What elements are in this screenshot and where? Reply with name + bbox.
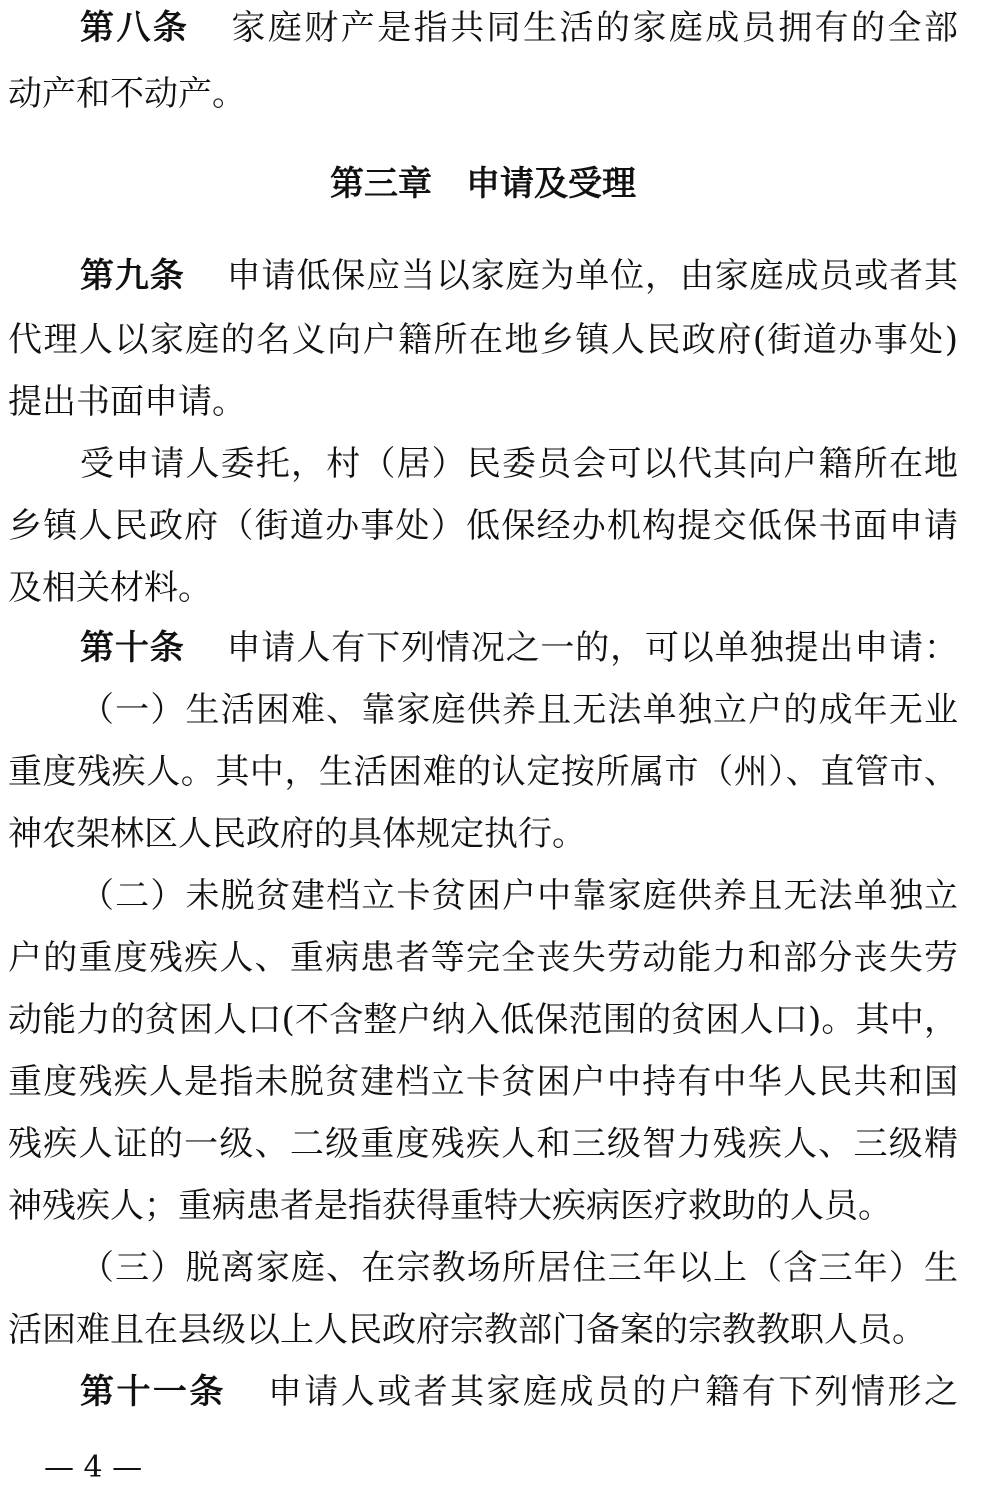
article-11-title: 第十一条: [80, 1372, 226, 1412]
article-10-item-2-line-6: 神残疾人；重病患者是指获得重特大疾病医疗救助的人员。: [8, 1186, 892, 1226]
article-10-item-2-line-2: 户的重度残疾人、重病患者等完全丧失劳动能力和部分丧失劳: [8, 938, 958, 978]
article-9-para-2-line-3: 及相关材料。: [8, 568, 212, 608]
article-8-line-1: [80, 8, 958, 48]
page-number: — 4 —: [44, 1450, 143, 1485]
article-9-title: 第九条: [80, 256, 185, 296]
chapter-heading: 第三章 申请及受理: [330, 164, 636, 204]
article-9-text: 申请低保应当以家庭为单位，由家庭成员或者其: [226, 256, 958, 296]
article-8-line-2: 动产和不动产。: [8, 74, 246, 114]
article-9-line-1: [80, 256, 958, 296]
article-10-item-2-line-5: 残疾人证的一级、二级重度残疾人和三级智力残疾人、三级精: [8, 1124, 958, 1164]
article-9-line-2: 代理人以家庭的名义向户籍所在地乡镇人民政府(街道办事处): [8, 320, 958, 360]
article-9-line-3: 提出书面申请。: [8, 382, 246, 422]
article-10-item-1-line-3: 神农架林区人民政府的具体规定执行。: [8, 814, 586, 854]
article-10-item-1-line-1: （一）生活困难、靠家庭供养且无法单独立户的成年无业: [80, 690, 958, 730]
article-10-item-3-line-2: 活困难且在县级以上人民政府宗教部门备案的宗教教职人员。: [8, 1310, 926, 1350]
article-10-item-2-line-3: 动能力的贫困人口(不含整户纳入低保范围的贫困人口)。其中，: [8, 1000, 958, 1040]
article-8-text: 家庭财产是指共同生活的家庭成员拥有的全部: [231, 8, 958, 48]
article-10-item-3-line-1: （三）脱离家庭、在宗教场所居住三年以上（含三年）生: [80, 1248, 958, 1288]
article-11-text: 申请人或者其家庭成员的户籍有下列情形之: [267, 1372, 958, 1412]
article-10-title: 第十条: [80, 628, 185, 668]
article-10-item-2-line-4: 重度残疾人是指未脱贫建档立卡贫困户中持有中华人民共和国: [8, 1062, 958, 1102]
article-9-para-2-line-1: 受申请人委托，村（居）民委员会可以代其向户籍所在地: [80, 444, 958, 484]
article-10-line-1: [80, 628, 958, 668]
article-11-line-1: [80, 1372, 958, 1412]
article-8-title: 第八条: [80, 8, 190, 48]
article-10-item-2-line-1: （二）未脱贫建档立卡贫困户中靠家庭供养且无法单独立: [80, 876, 958, 916]
article-10-intro: 申请人有下列情况之一的，可以单独提出申请：: [226, 628, 958, 668]
article-10-item-1-line-2: 重度残疾人。其中，生活困难的认定按所属市（州）、直管市、: [8, 752, 958, 792]
article-9-para-2-line-2: 乡镇人民政府（街道办事处）低保经办机构提交低保书面申请: [8, 506, 958, 546]
